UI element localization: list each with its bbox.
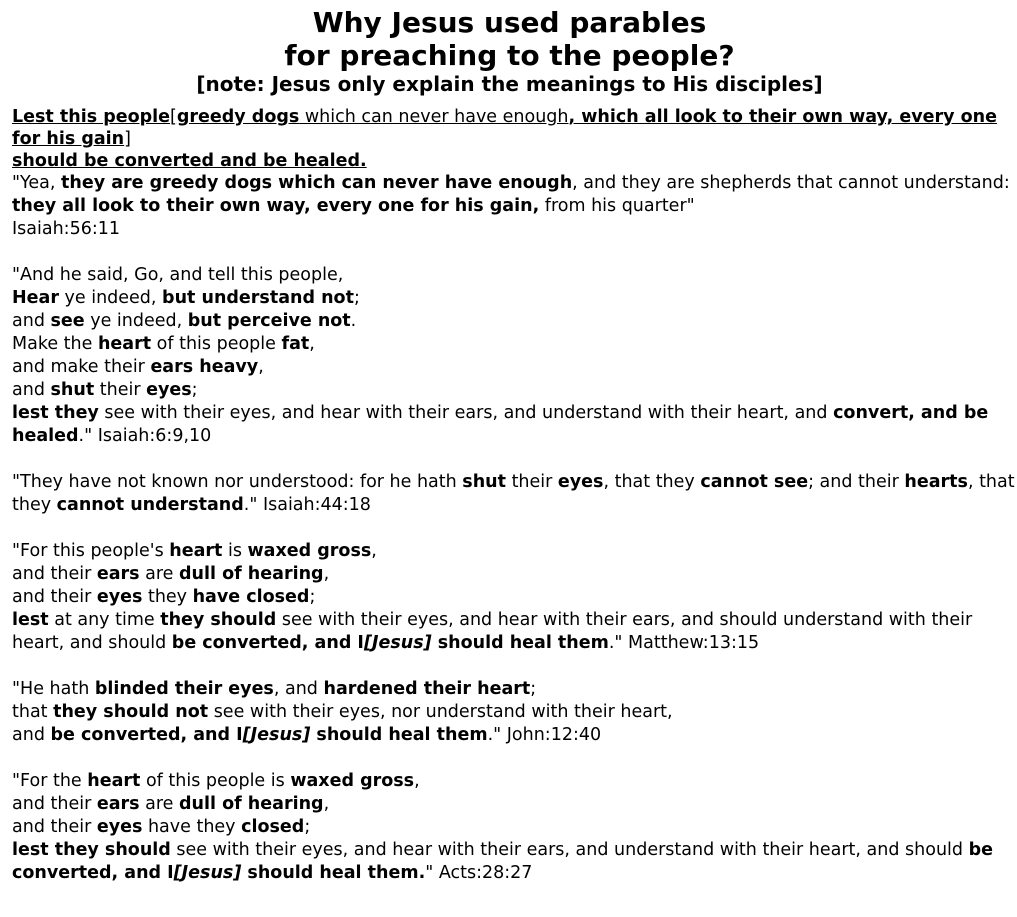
verse-emphasis: but perceive not bbox=[187, 311, 351, 331]
verse-line: "And he said, Go, and tell this people, bbox=[12, 265, 344, 285]
heading-lest-this-people: Lest this people bbox=[12, 107, 171, 127]
verse-emphasis: ears bbox=[96, 564, 140, 584]
verse-text: ye indeed, bbox=[58, 288, 163, 308]
verse-text: that bbox=[12, 702, 54, 722]
verse-text: and bbox=[12, 725, 51, 745]
verse-text: ." bbox=[243, 495, 263, 515]
verse-isaiah-56 bbox=[12, 172, 1015, 241]
verse-emphasis: should heal them bbox=[431, 633, 609, 653]
verse-text: and their bbox=[12, 587, 97, 607]
verse-emphasis: shut bbox=[462, 472, 506, 492]
verse-text: is bbox=[222, 541, 248, 561]
verse-emphasis: dull of hearing bbox=[179, 794, 324, 814]
page-title bbox=[12, 6, 1015, 72]
verse-emphasis: Hear bbox=[12, 288, 59, 308]
verse-acts-28 bbox=[12, 770, 1015, 885]
verse-isaiah-6 bbox=[12, 264, 1015, 448]
verse-emphasis: cannot understand bbox=[56, 495, 244, 515]
verse-emphasis: they are greedy dogs which can never have enough bbox=[61, 173, 573, 193]
document-page bbox=[12, 6, 1015, 885]
verse-emphasis: they should not bbox=[53, 702, 209, 722]
verse-john-12 bbox=[12, 678, 1015, 747]
verse-emphasis: be converted, and I bbox=[171, 633, 364, 653]
verse-text: , and bbox=[273, 679, 324, 699]
verse-emphasis: convert, and be healed bbox=[12, 403, 989, 446]
verse-emphasis: should heal them. bbox=[241, 863, 426, 883]
verse-text: are bbox=[139, 564, 179, 584]
verse-text: "They have not known nor understood: for he hath bbox=[12, 472, 463, 492]
heading-bracket-close: ] bbox=[124, 129, 131, 149]
verse-line bbox=[12, 540, 1015, 563]
verse-line bbox=[12, 770, 1015, 793]
verse-matthew-13 bbox=[12, 540, 1015, 655]
verse-text: ." bbox=[487, 725, 507, 745]
heading-greedy-dogs: greedy dogs bbox=[176, 107, 300, 127]
verse-emphasis: lest they should bbox=[12, 840, 171, 860]
title-line-1: Why Jesus used parables bbox=[312, 6, 707, 39]
section-heading bbox=[12, 106, 1015, 172]
verse-text: at any time bbox=[48, 610, 161, 630]
verse-text: ; bbox=[304, 817, 311, 837]
verse-emphasis: waxed gross bbox=[247, 541, 372, 561]
verse-emphasis: they all look to their own way, every one for his gain, bbox=[12, 196, 540, 216]
verse-emphasis: but understand not bbox=[162, 288, 354, 308]
verse-text: , bbox=[323, 564, 330, 584]
page-subtitle-note: [note: Jesus only explain the meanings to His disciples] bbox=[196, 72, 823, 96]
verse-text: , bbox=[323, 794, 330, 814]
verse-line bbox=[12, 403, 988, 446]
verse-text: ." bbox=[608, 633, 629, 653]
verse-line bbox=[12, 310, 1015, 333]
verse-emphasis-italic: [Jesus] bbox=[242, 725, 311, 745]
verse-text: . bbox=[350, 311, 357, 331]
heading-never-enough: which can never have enough bbox=[299, 107, 569, 127]
verse-text: and their bbox=[12, 817, 97, 837]
verse-text: see with their eyes, and hear with their ears, and understand with their heart, and bbox=[98, 403, 834, 423]
verse-reference: Isaiah:44:18 bbox=[262, 495, 371, 515]
verse-emphasis: hardened their heart bbox=[323, 679, 531, 699]
verse-isaiah-44 bbox=[12, 471, 1015, 517]
verse-text: their bbox=[506, 472, 558, 492]
verse-reference: Matthew:13:15 bbox=[628, 633, 760, 653]
verse-text: and their bbox=[12, 794, 97, 814]
heading-own-way: , which all look to their own way, every one for his gain bbox=[12, 107, 997, 149]
verse-emphasis: eyes bbox=[96, 817, 143, 837]
verse-line bbox=[12, 610, 972, 653]
verse-text: and bbox=[12, 380, 51, 400]
verse-text: of this people bbox=[151, 334, 282, 354]
verse-line bbox=[12, 379, 1015, 402]
verse-line bbox=[12, 586, 1015, 609]
verse-reference: Isaiah:6:9,10 bbox=[97, 426, 212, 446]
verse-text: , and they are shepherds that cannot understand: bbox=[572, 173, 1010, 193]
verse-emphasis: waxed gross bbox=[290, 771, 415, 791]
verse-emphasis: be converted, and I bbox=[50, 725, 243, 745]
verse-text: ; bbox=[309, 587, 316, 607]
verse-text: ." bbox=[78, 426, 98, 446]
verse-text: are bbox=[139, 794, 179, 814]
verse-text: , that they bbox=[12, 472, 1015, 515]
verse-text: , bbox=[309, 334, 315, 354]
verse-emphasis: dull of hearing bbox=[179, 564, 324, 584]
verse-emphasis: fat bbox=[281, 334, 310, 354]
verse-reference: John:12:40 bbox=[506, 725, 602, 745]
verse-line bbox=[12, 287, 1015, 310]
verse-text: see with their eyes, and hear with their ears, and understand with their heart, and should bbox=[170, 840, 969, 860]
verse-emphasis: hearts bbox=[904, 472, 968, 492]
verse-emphasis: heart bbox=[169, 541, 223, 561]
verse-line bbox=[12, 563, 1015, 586]
verse-emphasis: cannot see bbox=[700, 472, 809, 492]
heading-converted-healed: should be converted and be healed. bbox=[12, 151, 367, 171]
verse-text: have they bbox=[142, 817, 242, 837]
verse-reference: Acts:28:27 bbox=[438, 863, 533, 883]
verse-emphasis: have closed bbox=[192, 587, 310, 607]
verse-emphasis: lest bbox=[12, 610, 49, 630]
verse-text: , bbox=[371, 541, 377, 561]
verse-text: "For the bbox=[12, 771, 88, 791]
verse-emphasis: eyes bbox=[557, 472, 604, 492]
verse-emphasis: see bbox=[50, 311, 85, 331]
verse-emphasis: eyes bbox=[96, 587, 143, 607]
verse-text: , bbox=[258, 357, 264, 377]
verse-text: they bbox=[142, 587, 193, 607]
verse-emphasis: should heal them bbox=[310, 725, 488, 745]
verse-emphasis: closed bbox=[241, 817, 305, 837]
verse-emphasis: blinded their eyes bbox=[94, 679, 274, 699]
verse-emphasis: shut bbox=[50, 380, 95, 400]
verse-emphasis: they should bbox=[160, 610, 277, 630]
verse-text: , that they bbox=[603, 472, 701, 492]
verse-line bbox=[12, 793, 1015, 816]
verse-emphasis: heart bbox=[97, 334, 152, 354]
verse-text: , bbox=[414, 771, 420, 791]
verse-text: ; bbox=[530, 679, 537, 699]
verse-emphasis-italic: [Jesus] bbox=[363, 633, 432, 653]
verse-text: their bbox=[94, 380, 147, 400]
verse-text: ; and their bbox=[808, 472, 905, 492]
verse-line bbox=[12, 333, 1015, 356]
heading-bracket-open: [ bbox=[170, 107, 177, 127]
verse-text: and bbox=[12, 311, 51, 331]
verse-text: ye indeed, bbox=[84, 311, 188, 331]
verse-line bbox=[12, 816, 1015, 839]
verse-emphasis: lest they bbox=[12, 403, 99, 423]
verse-emphasis: be converted, and I bbox=[12, 840, 993, 883]
verse-text: from his quarter" bbox=[539, 196, 695, 216]
verse-text: "For this people's bbox=[12, 541, 170, 561]
verse-text: of this people is bbox=[140, 771, 291, 791]
verse-emphasis: ears bbox=[96, 794, 140, 814]
verse-text: Make the bbox=[12, 334, 98, 354]
verse-line bbox=[12, 840, 993, 883]
verse-emphasis-italic: [Jesus] bbox=[173, 863, 242, 883]
verse-text: see with their eyes, nor understand with their heart, bbox=[208, 702, 673, 722]
verse-line bbox=[12, 724, 1015, 747]
title-line-2: for preaching to the people? bbox=[284, 39, 735, 72]
verse-text: and their bbox=[12, 564, 97, 584]
verse-text: ; bbox=[353, 288, 360, 308]
verse-text: and make their bbox=[12, 357, 151, 377]
verse-text: "Yea, bbox=[12, 173, 62, 193]
verse-text: see with their eyes, and hear with their ears, and should understand with their heart, and should bbox=[12, 610, 973, 653]
verse-line bbox=[12, 678, 1015, 701]
verse-line bbox=[12, 701, 1015, 724]
verse-text: " bbox=[425, 863, 439, 883]
verse-emphasis: heart bbox=[87, 771, 141, 791]
verse-emphasis: ears heavy bbox=[150, 357, 259, 377]
verse-emphasis: eyes bbox=[146, 380, 192, 400]
verse-text: ; bbox=[191, 380, 198, 400]
verse-line bbox=[12, 356, 1015, 379]
verse-reference: Isaiah:56:11 bbox=[12, 219, 121, 239]
verse-text: "He hath bbox=[12, 679, 95, 699]
